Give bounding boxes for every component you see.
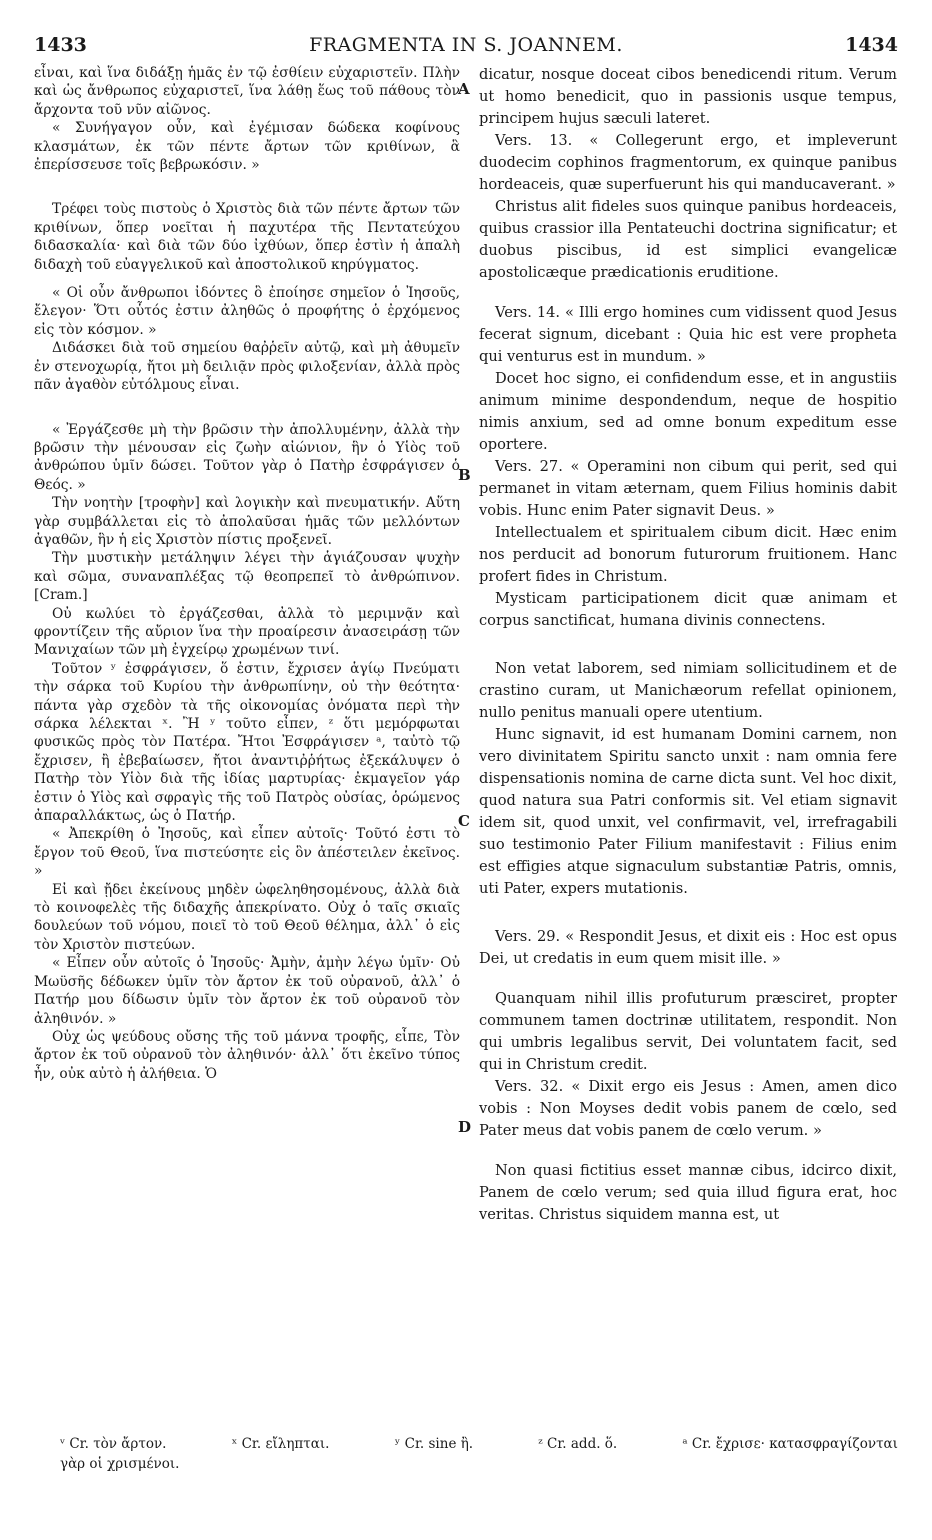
latin-paragraph: Vers. 29. « Respondit Jesus, et dixit eis : Hoc est opus Dei, ut credatis in eum quem misit ille. » bbox=[479, 928, 897, 967]
greek-paragraph: « Οἱ οὖν ἄνθρωποι ἰδόντες ὃ ἐποίησε σημεῖον ὁ Ἰησοῦς, ἔλεγον· Ὅτι οὗτός ἐστιν ἀληθῶς ὁ προφήτης ὁ ἐρχόμενος εἰς τὸν κόσμον. » bbox=[34, 285, 460, 338]
footnotes bbox=[60, 1434, 898, 1474]
latin-paragraph: Vers. 13. « Collegerunt ergo, et impleverunt duodecim cophinos fragmentorum, ex quinque panibus hordeaceis, quæ superfuerunt his qui manducaverant. » bbox=[479, 132, 897, 193]
footnote-a: ᵃ Cr. ἔχρισε· κατασφραγίζονται bbox=[682, 1436, 898, 1452]
latin-paragraph: Christus alit fideles suos quinque panibus hordeaceis, quibus crassior illa Pentateuchi doctrina significatur; et duobus piscibus, id est simplici evangelicæ apostolicæque prædicationis eruditione. bbox=[479, 198, 897, 281]
page-header bbox=[34, 34, 898, 58]
greek-paragraph: Τὴν νοητὴν [τροφὴν] καὶ λογικὴν καὶ πνευματικήν. Αὕτη γὰρ συμβάλλεται εἰς τὸ ἀπολαῦσαι ἡμᾶς τῶν μελλόντων ἀγαθῶν, ἣν ἡ εἰς Χριστὸν πίστις προξενεῖ. bbox=[34, 495, 460, 548]
margin-letter-c: C bbox=[458, 812, 470, 830]
greek-paragraph: Τοῦτον ʸ ἐσφράγισεν, ὅ ἐστιν, ἔχρισεν ἁγίῳ Πνεύματι τὴν σάρκα τοῦ Κυρίου τὴν ἀνθρωπίνην, οὐ τὴν θεότητα· πάντα γὰρ σχεδὸν τὰ τῆς οἰκονομίας ὀνόματα περὶ τὴν σάρκα λέλεκται ˣ. Ἢ ʸ τοῦτο εἶπεν, ᶻ ὅτι μεμόρφωται φυσικῶς πρὸς τὸν Πατέρα. Ἤτοι Ἐσφράγισεν ᵃ, ταὐτὸ τῷ ἔχρισεν, ἢ ἐβεβαίωσεν, ἤτοι ἀναντιῤῥήτως ἐξεκάλυψεν ὁ Πατὴρ τὸν Υἱὸν διὰ τῆς ἰδίας μαρτυρίας· ἐκμαγεῖον γάρ ἐστιν ὁ Υἱὸς καὶ σφραγὶς τῆς τοῦ Πατρὸς οὐσίας, ὁρώμενος ἀπαραλλάκτως, ὡς ὁ Πατήρ. bbox=[34, 660, 460, 825]
greek-paragraph: Τὴν μυστικὴν μετάληψιν λέγει τὴν ἁγιάζουσαν ψυχὴν καὶ σῶμα, συναναπλέξας τῷ θεοπρεπεῖ τὸ ἀνθρώπινον. [Cram.] bbox=[34, 550, 460, 604]
footnote-continuation: γὰρ οἱ χρισμένοι. bbox=[60, 1456, 180, 1472]
greek-column bbox=[34, 64, 460, 1083]
footnote-v: ᵛ Cr. τὸν ἄρτον. bbox=[60, 1436, 167, 1452]
latin-paragraph: Quanquam nihil illis profuturum præsciret, propter communem tamen doctrinæ utilitatem, respondit. Non qui umbris legalibus servit, Dei voluntatem facit, sed qui in Christum credit. bbox=[479, 990, 897, 1073]
page-number-left: 1433 bbox=[34, 34, 87, 56]
greek-paragraph: εἶναι, καὶ ἵνα διδάξῃ ἡμᾶς ἐν τῷ ἐσθίειν εὐχαριστεῖν. Πλὴν καὶ ὡς ἄνθρωπος εὐχαριστεῖ, ἵνα λάθῃ ἕως τοῦ πάθους τὸν ἄρχοντα τοῦ νῦν αἰῶνος. bbox=[34, 65, 460, 118]
latin-column bbox=[479, 64, 897, 1226]
latin-paragraph: Vers. 14. « Illi ergo homines cum vidissent quod Jesus fecerat signum, dicebant : Quia hic est vere propheta qui venturus est in mundum. » bbox=[479, 304, 897, 365]
latin-paragraph: Vers. 27. « Operamini non cibum qui perit, sed qui permanet in vitam æternam, quem Filius hominis dabit vobis. Hunc enim Pater signavit Deus. » bbox=[479, 458, 897, 519]
greek-paragraph: « Εἶπεν οὖν αὐτοῖς ὁ Ἰησοῦς· Ἀμὴν, ἀμὴν λέγω ὑμῖν· Οὐ Μωϋσῆς δέδωκεν ὑμῖν τὸν ἄρτον ἐκ τοῦ οὐρανοῦ, ἀλλ᾽ ὁ Πατήρ μου δίδωσιν ὑμῖν τὸν ἄρτον ἐκ τοῦ οὐρανοῦ τὸν ἀληθινόν. » bbox=[34, 955, 460, 1027]
greek-paragraph: « Ἐργάζεσθε μὴ τὴν βρῶσιν τὴν ἀπολλυμένην, ἀλλὰ τὴν βρῶσιν τὴν μένουσαν εἰς ζωὴν αἰώνιον, ἣν ὁ Υἱὸς τοῦ ἀνθρώπου ὑμῖν δώσει. Τοῦτον γὰρ ὁ Πατὴρ ἐσφράγισεν ὁ Θεός. » bbox=[34, 421, 460, 493]
latin-paragraph: Non vetat laborem, sed nimiam sollicitudinem et de crastino curam, ut Manichæorum refellat opinionem, nullo penitus manuali opere utentium. bbox=[479, 660, 897, 721]
footnote-z: ᶻ Cr. add. ὅ. bbox=[538, 1436, 618, 1452]
greek-paragraph: Οὐ κωλύει τὸ ἐργάζεσθαι, ἀλλὰ τὸ μεριμνᾷν καὶ φροντίζειν τῆς αὔριον ἵνα τὴν προαίρεσιν ἀνασειράσῃ τῶν Μανιχαίων τῶν μὴ ἐγχείρῳ χρωμένων τινί. bbox=[34, 605, 460, 659]
footnote-y: ʸ Cr. sine ἢ. bbox=[394, 1436, 474, 1452]
margin-letter-b: B bbox=[458, 466, 471, 484]
latin-paragraph: Non quasi fictitius esset mannæ cibus, idcirco dixit, Panem de cœlo verum; sed quia illud figura erat, hoc veritas. Christus siquidem manna est, ut bbox=[479, 1162, 897, 1223]
latin-paragraph: Vers. 32. « Dixit ergo eis Jesus : Amen, amen dico vobis : Non Moyses dedit vobis panem de cœlo, sed Pater meus dat vobis panem de cœlo verum. » bbox=[479, 1078, 897, 1139]
latin-paragraph: Mysticam participationem dicit quæ animam et corpus sanctificat, humana divinis connectens. bbox=[479, 590, 897, 629]
latin-paragraph: dicatur, nosque doceat cibos benedicendi ritum. Verum ut homo benedicit, quo in passionis usque tempus, principem hujus sæculi lateret. bbox=[479, 66, 897, 127]
greek-paragraph: « Συνήγαγον οὖν, καὶ ἐγέμισαν δώδεκα κοφίνους κλασμάτων, ἐκ τῶν πέντε ἄρτων τῶν κριθίνων, ἃ ἐπερίσσευσε τοῖς βεβρωκόσιν. » bbox=[34, 120, 460, 174]
greek-paragraph: Διδάσκει διὰ τοῦ σημείου θαῤῥεῖν αὐτῷ, καὶ μὴ ἀθυμεῖν ἐν στενοχωρίᾳ, ἤτοι μὴ δειλιᾷν πρὸς φιλοξενίαν, ἀλλὰ πρὸς πᾶν ἀγαθὸν εὐτόλμους εἶναι. bbox=[34, 340, 460, 394]
greek-paragraph: Οὐχ ὡς ψεύδους οὔσης τῆς τοῦ μάννα τροφῆς, εἶπε, Τὸν ἄρτον ἐκ τοῦ οὐρανοῦ τὸν ἀληθινόν· ἀλλ᾽ ὅτι ἐκεῖνο τύπος ἦν, οὐκ αὐτὸ ἡ ἀλήθεια. Ὁ bbox=[34, 1028, 460, 1082]
page-number-right: 1434 bbox=[845, 34, 898, 56]
latin-paragraph: Hunc signavit, id est humanam Domini carnem, non vero divinitatem Spiritu sancto unxit : nam omnia fere dispensationis nomina de carne dicta sunt. Vel hoc dixit, quod natura sua Patri conformis sit. Vel etiam signavit idem sit, quod unxit, vel confirmavit, vel, irrefragabili suo testimonio Pater Filium manifestavit : Filius enim est effigies atque signaculum substantiæ Patris, omnis, uti Pater, expers mutationis. bbox=[479, 726, 897, 897]
greek-paragraph: « Ἀπεκρίθη ὁ Ἰησοῦς, καὶ εἶπεν αὐτοῖς· Τοῦτό ἐστι τὸ ἔργον τοῦ Θεοῦ, ἵνα πιστεύσητε εἰς ὃν ἀπέστειλεν ἐκεῖνος. » bbox=[34, 826, 460, 880]
greek-paragraph: Εἰ καὶ ᾔδει ἐκείνους μηδὲν ὠφεληθησομένους, ἀλλὰ διὰ τὸ κοινοφελὲς τῆς διδαχῆς ἀπεκρίνατο. Οὐχ ὁ ταῖς σκιαῖς δουλεύων τοῦ νόμου, ποιεῖ τὸ τοῦ Θεοῦ θέλημα, ἀλλ᾽ ὁ εἰς τὸν Χριστὸν πιστεύων. bbox=[34, 881, 460, 953]
footnote-x: ˣ Cr. εἴληπται. bbox=[231, 1436, 330, 1452]
latin-paragraph: Intellectualem et spiritualem cibum dicit. Hæc enim nos perducit ad bonorum futurorum fruitionem. Hanc profert fides in Christum. bbox=[479, 524, 897, 585]
running-title: FRAGMENTA IN S. JOANNEM. bbox=[309, 34, 623, 56]
latin-paragraph: Docet hoc signo, ei confidendum esse, et in angustiis animum minime despondendum, neque de hospitio nimis anxium, sed ad omne bonum expeditum esse oportere. bbox=[479, 370, 897, 453]
greek-paragraph: Τρέφει τοὺς πιστοὺς ὁ Χριστὸς διὰ τῶν πέντε ἄρτων τῶν κριθίνων, ὅπερ νοεῖται ἡ παχυτέρα τῆς Πεντατεύχου διδασκαλία· καὶ διὰ τῶν δύο ἰχθύων, ὅπερ ἐστὶν ἡ ἁπαλὴ διδαχὴ τοῦ εὐαγγελικοῦ καὶ ἀποστολικοῦ κηρύγματος. bbox=[34, 201, 460, 273]
margin-letter-d: D bbox=[458, 1118, 472, 1136]
margin-letter-a: A bbox=[458, 80, 470, 98]
